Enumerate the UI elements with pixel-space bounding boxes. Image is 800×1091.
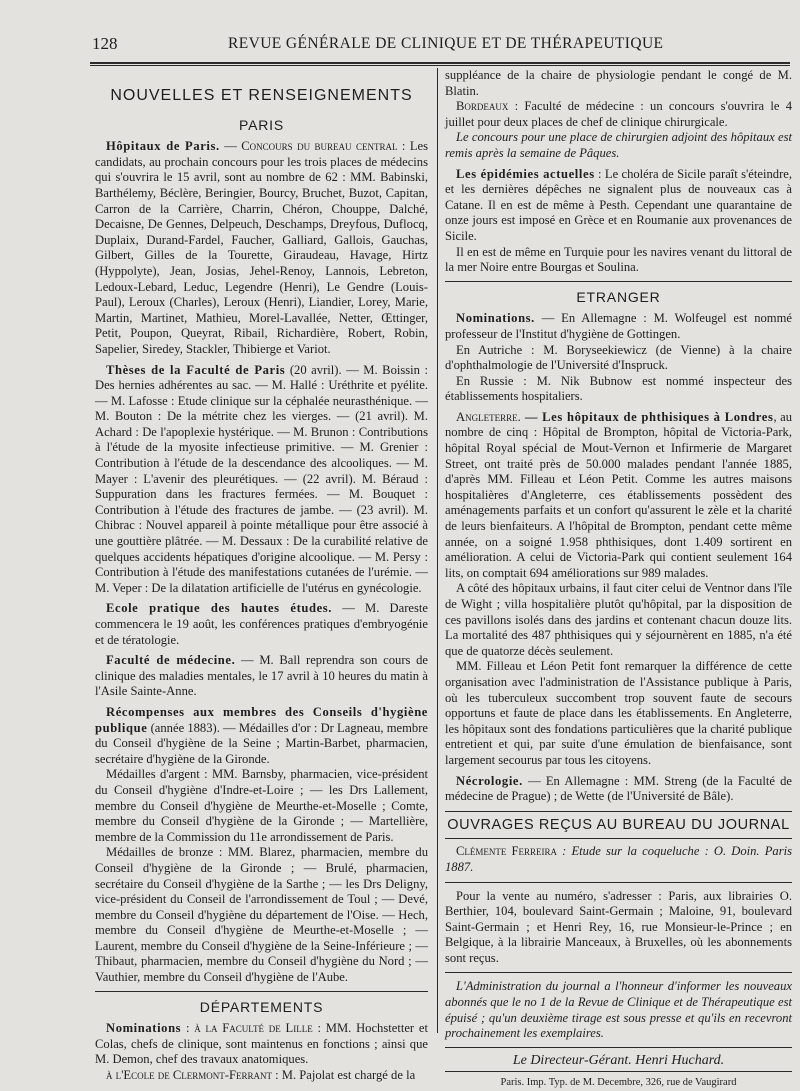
concours-paragraph: Le concours pour une place de chirurgien adjoint des hôpitaux est remis après la semaine de Pâques. bbox=[445, 130, 792, 160]
paris-heading: PARIS bbox=[239, 116, 284, 133]
etranger-heading: ETRANGER bbox=[576, 288, 661, 305]
ouvrage-text: : Etude sur la coqueluche : O. Doin. Paris 1887. bbox=[445, 844, 792, 874]
clermont-text: : M. Pajolat est chargé de la bbox=[272, 1068, 416, 1083]
angleterre-sc: Angleterre. bbox=[456, 409, 521, 424]
filleau-paragraph: MM. Filleau et Léon Petit font remarquer la différence de cette organisation avec l'administration de l'Assistance publique à Paris, où les tuberculeux succombent trop souvent faute de secours opportuns et faute de place dans les établissements. En Angleterre, les hôpitaux sont des fondations particulières que la charité publique entretient et qui, par suite d'une émulation de bienfaisance, sont largement secourus par tous les citoyens. bbox=[445, 659, 792, 767]
nominations-etranger-text: — En Allemagne : M. Wolfeugel est nommé professeur de l'Institut d'hygiène de Gottingen. bbox=[445, 311, 792, 341]
russie-paragraph: En Russie : M. Nik Bubnow est nommé inspecteur des établissements hospitaliers. bbox=[445, 373, 792, 404]
recompenses-paragraph bbox=[95, 705, 428, 767]
continuation-paragraph: suppléance de la chaire de physiologie pendant le congé de M. Blatin. bbox=[445, 68, 792, 98]
epidemies-lead: Les épidémies actuelles bbox=[456, 166, 595, 181]
angleterre-lead: — Les hôpitaux de phthisiques à Londres bbox=[520, 409, 774, 424]
necrologie-text: — En Allemagne : MM. Streng (de la Faculté de médecine de Prague) ; de Wette (de l'Université de Bâle). bbox=[445, 773, 792, 804]
bronze-paragraph: Médailles de bronze : MM. Blarez, pharmacien, membre du Conseil d'hygiène de la Gironde ; — Brulé, pharmacien, secrétaire du Conseil d'hygiène de la Sarthe ; — les Drs Deligny, vice-président du Conseil de l'arrondissement de Toul ; — Devé, membre du Conseil d'hygiène du département de l'Oise. — Hech, membre du Conseil d'hygiène de Meurthe-et-Moselle ; — Laurent, membre du Conseil d'hygiène de la Seine-Inférieure ; — Thibaut, pharmacien, membre du Conseil d'hygiène du Nord ; — Vauthier, membre du Conseil d'hygiène de l'Aube. bbox=[95, 845, 428, 985]
departements-rule bbox=[95, 991, 428, 992]
printer-imprint: Paris. Imp. Typ. de M. Decembre, 326, rue de Vaugirard bbox=[500, 1077, 737, 1089]
ouvrages-rule bbox=[445, 811, 792, 812]
recompenses-lead: Récompenses aux membres des Conseils d'hygiène publique bbox=[95, 704, 428, 735]
signature-rule bbox=[445, 1047, 792, 1048]
ecole-text: — M. Dareste commencera le 19 août, les conférences pratiques d'embryogénie et de tératologie. bbox=[95, 601, 428, 647]
ouvrages-heading: OUVRAGES REÇUS AU BUREAU DU JOURNAL bbox=[447, 816, 790, 833]
epidemies-text: : Le choléra de Sicile paraît s'éteindre, et les dernières dépêches ne signalent plus de nouveaux cas à Catane. Il en est de même à Pesth. Cependant une quarantaine de onze jours est imposé en Grèce et en Roumanie aux provenances de Sicile. bbox=[445, 166, 792, 243]
imprint-rule bbox=[445, 1071, 792, 1072]
column-divider bbox=[437, 68, 438, 1033]
nominations-lead: Nominations bbox=[106, 1021, 182, 1036]
bordeaux-sc: Bordeaux bbox=[456, 99, 509, 114]
header-rule bbox=[90, 62, 790, 66]
admin-notice: L'Administration du journal a l'honneur d'informer les nouveaux abonnés que le no 1 de la Revue de Clinique et de Thérapeutique est épuisé ; qu'un deuxième tirage est sous presse et qu'ils en recevront prochainement les exemplaires. bbox=[445, 979, 792, 1041]
ouvrages-subrule bbox=[445, 838, 792, 839]
recompenses-text: (année 1883). — Médailles d'or : Dr Lagneau, membre du Conseil d'hygiène de la Seine ; Martin-Barbet, pharmacien, secrétaire d'hygiène de la Gironde. bbox=[95, 720, 428, 766]
vente-paragraph: Pour la vente au numéro, s'adresser : Paris, aux librairies O. Berthier, 104, boulevard Saint-Germain ; Maloine, 91, boulevard Saint-Germain ; et Henri Rey, 16, rue Monsieur-le-Prince ; en Belgique, à la librairie Manceaux, à Bruxelles, où les abonnements sont reçus. bbox=[445, 888, 792, 965]
clermont-sc: à l'Ecole de Clermont-Ferrant bbox=[106, 1068, 272, 1083]
autriche-paragraph: En Autriche : M. Boryseekiewicz (de Vienne) à la chaire d'ophthalmologie de l'Université d'Inspruck. bbox=[445, 342, 792, 373]
director-signature: Le Directeur-Gérant. Henri Huchard. bbox=[512, 1052, 725, 1068]
cote-paragraph: A côté des hôpitaux urbains, il faut citer celui de Ventnor dans l'île de Wight ; villa hospitalière plutôt qu'hôpital, par la disposition de ces pavillons isolés dans des jardins et contenant chacun douze lits. La mortalité des 487 phthisiques qui y séjournèrent en 1885, n'a été que de quatorze décès seulement. bbox=[445, 581, 792, 658]
hopitaux-sc: Concours du bureau central bbox=[241, 139, 398, 154]
angleterre-text: , au nombre de cinq : Hôpital de Brompton, hôpital de Victoria-Park, hôpital Royal spécial de Mout-Vernon et Infirmerie de Margaret Street, ont traité près de 50.000 malades pendant l'année 1885, d'après MM. Filleau et Léon Petit. Comme les autres maisons hospitalières d'Angleterre, ces établissements possèdent des aménagements parfaits et un confort qu'assurent le zèle et la charité de leurs bienfaiteurs. A l'hôpital de Brompton, pendant cette même année, on a soigné 1.958 phthisiques, dont 1.409 sortirent en amélioration. A celui de Victoria-Park qui contient seulement 164 lits, on comptait 694 améliorations sur 989 malades. bbox=[445, 409, 792, 580]
left-column bbox=[95, 68, 428, 1084]
theses-text: (20 avril). — M. Boissin : Des hernies adhérentes au sac. — M. Hallé : Uréthrite et pyélite. — M. Lafosse : Etude clinique sur la céphalée neurasthénique. — M. Bouton : De la métrite chez les vierges. — (21 avril). M. Achard : De l'apoplexie hystérique. — M. Brunon : Contributions à l'étude de la myosite infectieuse primitive. — M. Grenier : Contribution à l'étude de la descendance des alcooliques. — M. Mayer : L'avenir des pleurétiques. — (22 avril). M. Béraud : Suppuration dans les fractures fermées. — M. Bouquet : Contribution à l'étude des fractures de jambe. — (23 avril). M. Chibrac : Nouvel appareil à pointe métallique pour être associé à une gouttière plâtrée. — M. Dessaux : De la curabilité relative de quelques accidents hépatiques d'origine alcoolique. — M. Persy : Contribution à l'étude des manifestations cutanées de l'urémie. — M. Veper : De la dilatation artificielle de l'utérus en gynécologie. bbox=[95, 362, 428, 595]
running-title: REVUE GÉNÉRALE DE CLINIQUE ET DE THÉRAPEUTIQUE bbox=[228, 35, 664, 52]
necrologie-lead: Nécrologie. bbox=[456, 773, 523, 788]
nominations-text: : MM. Hochstetter et Colas, chefs de clinique, sont maintenus en fonctions ; ainsi que M. Demon, chef des travaux anatomiques. bbox=[95, 1021, 428, 1067]
nominations-paragraph bbox=[95, 1021, 428, 1068]
angleterre-paragraph bbox=[445, 410, 792, 582]
necrologie-paragraph bbox=[445, 774, 792, 805]
theses-lead: Thèses de la Faculté de Paris bbox=[106, 362, 286, 377]
turquie-paragraph: Il en est de même en Turquie pour les navires venant du littoral de la mer Noire entre Bourgas et Soulina. bbox=[445, 244, 792, 275]
faculte-text: — M. Ball reprendra son cours de clinique des maladies mentales, le 17 avril à 10 heures du matin à l'Asile Sainte-Anne. bbox=[95, 653, 428, 699]
hopitaux-paragraph: Hôpitaux de Paris. — Concours du bureau central : Les candidats, au prochain concours pour les trois places de médecins qui s'ouvrira le 15 avril, sont au nombre de 62 : MM. Babinski, Barthélemy, Béclère, Beringier, Bourcy, Bruchet, Buzot, Capitan, Carron de la Carrière, Charrin, Chéron, Chouppe, Dalché, Decaisne, De Gennes, Delpeuch, Deschamps, Dreyfous, Duflocq, Duplaix, Durand-Fardel, Faucher, Galliard, Gallois, Gauchas, Gilbert, Gilles de la Tourette, Giraudeau, Havage, Hirtz (Hyppolyte), Jean, Josias, Jehel-Renoy, Lannois, Lebreton, Ledoux-Lebard, Leduc, Legendre (Henri), Le Gendre (Louis-Paul), Leroux (Charles), Leroux (Henri), Liandier, Lorey, Marie, Martin, Martinet, Mathieu, Morel-Lavallée, Netter, Œttinger, Petit, Poupon, Queyrat, Ribail, Richardière, Robert, Robin, Sapelier, Siredey, Stackler, Thibierge et Variot. bbox=[95, 139, 428, 356]
faculte-lead: Faculté de médecine. bbox=[106, 653, 236, 668]
ouvrage-entry bbox=[445, 844, 792, 875]
admin-rule bbox=[445, 972, 792, 973]
etranger-rule bbox=[445, 281, 792, 282]
ecole-paragraph bbox=[95, 601, 428, 648]
section-title: NOUVELLES ET RENSEIGNEMENTS bbox=[110, 87, 413, 104]
nominations-etranger-paragraph bbox=[445, 311, 792, 342]
ecole-lead: Ecole pratique des hautes études. bbox=[106, 601, 333, 616]
vente-rule bbox=[445, 882, 792, 883]
page-number: 128 bbox=[92, 34, 118, 53]
argent-paragraph: Médailles d'argent : MM. Barnsby, pharmacien, vice-président du Conseil d'hygiène d'Indre-et-Loire ; — les Drs Lallement, membre du Conseil d'hygiène de Meurthe-et-Moselle ; Comte, membre du Conseil d'hygiène de la Gironde ; — Martellière, membre de la Commission du 11e arrondissement de Paris. bbox=[95, 767, 428, 844]
nominations-etranger-lead: Nominations. bbox=[456, 311, 535, 326]
departements-heading: DÉPARTEMENTS bbox=[199, 998, 324, 1015]
hopitaux-lead: Hôpitaux de Paris. bbox=[106, 139, 220, 154]
nominations-sc: : à la Faculté de Lille bbox=[181, 1021, 313, 1036]
epidemies-paragraph bbox=[445, 167, 792, 245]
bordeaux-paragraph bbox=[445, 99, 792, 130]
page-header bbox=[90, 30, 790, 58]
ouvrage-author: Clémente Ferreira bbox=[456, 844, 558, 859]
right-column bbox=[445, 68, 792, 1091]
faculte-paragraph bbox=[95, 653, 428, 700]
bordeaux-text: : Faculté de médecine : un concours s'ouvrira le 4 juillet pour deux places de chef de clinique chirurgicale. bbox=[445, 99, 792, 129]
theses-paragraph bbox=[95, 363, 428, 597]
hopitaux-text: : Les candidats, au prochain concours pour les trois places de médecins qui s'ouvrira le 15 avril, sont au nombre de 62 : MM. Babinski, Barthélemy, Béclère, Beringier, Bourcy, Bruchet, Buzot, Capitan, Carron de la Carrière, Charrin, Chéron, Chouppe, Dalché, Decaisne, De Gennes, Delpeuch, Deschamps, Dreyfous, Duflocq, Duplaix, Durand-Fardel, Faucher, Galliard, Gallois, Gauchas, Gilbert, Gilles de la Tourette, Giraudeau, Havage, Hirtz (Hyppolyte), Jean, Josias, Jehel-Renoy, Lannois, Lebreton, Ledoux-Lebard, Leduc, Legendre (Henri), Le Gendre (Louis-Paul), Leroux (Charles), Leroux (Henri), Liandier, Lorey, Marie, Martin, Martinet, Mathieu, Morel-Lavallée, Netter, Œttinger, Petit, Poupon, Queyrat, Ribail, Richardière, Robert, Robin, Sapelier, Siredey, Stackler, Thibierge et Variot. bbox=[95, 139, 428, 356]
